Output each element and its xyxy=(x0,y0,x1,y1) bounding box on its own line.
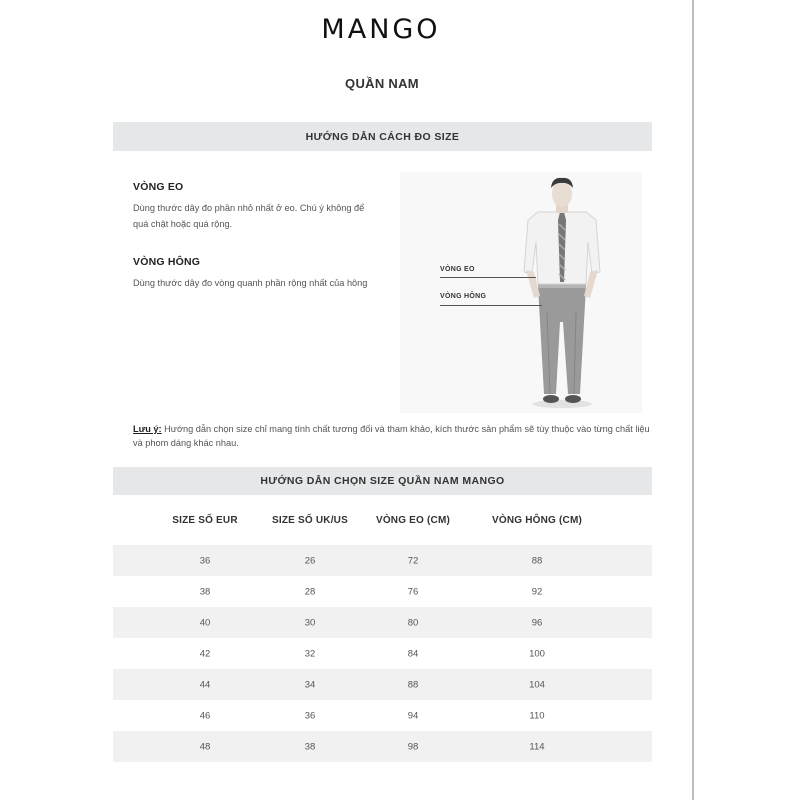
table-row xyxy=(113,669,652,700)
photo-label-waist: VÒNG EO xyxy=(440,266,475,273)
waist-guide-title: VÒNG EO xyxy=(133,181,184,193)
cell-eur: 40 xyxy=(199,617,211,628)
cell-hip: 104 xyxy=(529,679,545,690)
table-row xyxy=(113,700,652,731)
cell-hip: 110 xyxy=(529,710,545,721)
size-table-header xyxy=(113,515,652,531)
note-label: Lưu ý: xyxy=(133,424,162,434)
waist-guide xyxy=(133,181,373,232)
cell-eur: 42 xyxy=(199,648,211,659)
page-edge-divider xyxy=(692,0,694,800)
hip-guide-title: VÒNG HÔNG xyxy=(133,256,201,268)
cell-hip: 114 xyxy=(529,741,545,752)
waist-guide-description: Dùng thước dây đo phần nhỏ nhất ở eo. Chú ý không để quá chật hoặc quá rộng. xyxy=(133,203,365,229)
cell-uk-us: 36 xyxy=(304,710,316,721)
table-row xyxy=(113,576,652,607)
column-header-hip: VÒNG HÔNG (CM) xyxy=(491,515,583,526)
cell-uk-us: 32 xyxy=(304,648,316,659)
size-table-body xyxy=(113,545,652,762)
size-chart-heading: HƯỚNG DẪN CHỌN SIZE QUẦN NAM MANGO xyxy=(113,467,652,495)
cell-eur: 44 xyxy=(199,679,211,690)
hip-guide-description: Dùng thước dây đo vòng quanh phần rộng nhất của hông xyxy=(133,278,368,288)
cell-uk-us: 26 xyxy=(304,555,316,566)
photo-label-hip: VÒNG HÔNG xyxy=(440,293,487,300)
table-row xyxy=(113,545,652,576)
cell-hip: 92 xyxy=(531,586,543,597)
cell-hip: 96 xyxy=(531,617,543,628)
cell-waist: 88 xyxy=(407,679,419,690)
cell-waist: 72 xyxy=(407,555,419,566)
cell-hip: 88 xyxy=(531,555,543,566)
hip-guide xyxy=(133,256,373,291)
table-row xyxy=(113,731,652,762)
cell-waist: 80 xyxy=(407,617,419,628)
cell-eur: 48 xyxy=(199,741,211,752)
cell-uk-us: 38 xyxy=(304,741,316,752)
cell-waist: 98 xyxy=(407,741,419,752)
waist-indicator-line xyxy=(440,277,536,278)
column-header-waist: VÒNG EO (CM) xyxy=(375,515,451,526)
cell-waist: 84 xyxy=(407,648,419,659)
cell-waist: 94 xyxy=(407,710,419,721)
mango-logo: MANGO xyxy=(321,14,441,45)
column-header-uk-us: SIZE SỐ UK/US xyxy=(272,515,348,526)
cell-uk-us: 28 xyxy=(304,586,316,597)
table-row xyxy=(113,607,652,638)
cell-eur: 46 xyxy=(199,710,211,721)
table-row xyxy=(113,638,652,669)
cell-uk-us: 34 xyxy=(304,679,316,690)
note-text: Hướng dẫn chọn size chỉ mang tính chất tương đối và tham khảo, kích thước sản phẩm sẽ tùy thuộc vào từng chất liệu và phom dáng khác nhau. xyxy=(133,424,650,448)
cell-uk-us: 30 xyxy=(304,617,316,628)
measure-guide-heading: HƯỚNG DẪN CÁCH ĐO SIZE xyxy=(113,122,652,151)
cell-eur: 36 xyxy=(199,555,211,566)
cell-hip: 100 xyxy=(529,648,545,659)
cell-waist: 76 xyxy=(407,586,419,597)
model-photo xyxy=(400,172,642,413)
hip-indicator-line xyxy=(440,305,542,306)
column-header-eur: SIZE SỐ EUR xyxy=(172,515,238,526)
disclaimer-note xyxy=(133,422,653,450)
cell-eur: 38 xyxy=(199,586,211,597)
page-title: QUẦN NAM xyxy=(345,76,419,91)
model-figure-illustration xyxy=(400,172,642,413)
